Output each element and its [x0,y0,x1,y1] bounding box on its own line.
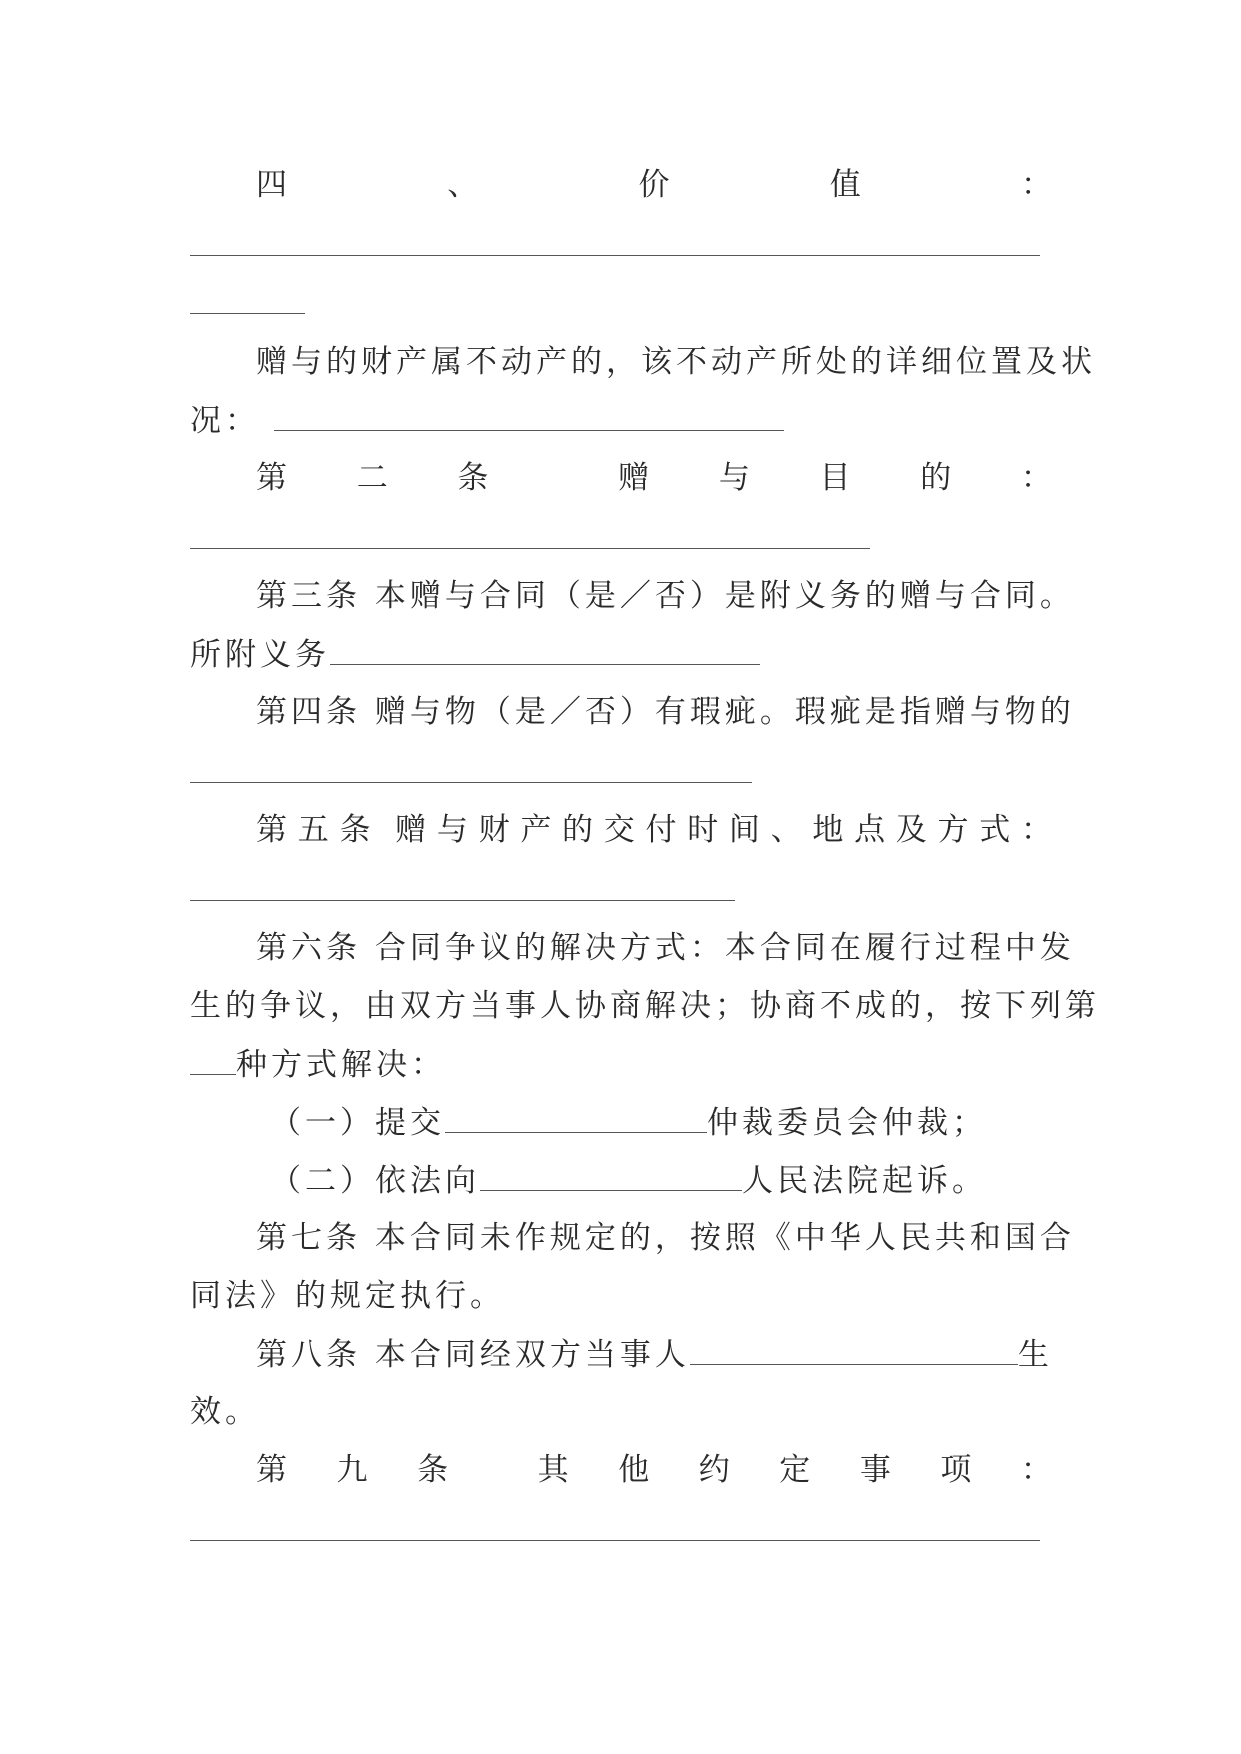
article-5-char: 财 [478,812,510,848]
defect-blank-line [190,782,752,783]
article-9-char: 项 [940,1452,972,1488]
other-matters-blank-line [190,1540,1040,1541]
purpose-blank-line [190,548,870,549]
article-9-char: 条 [417,1452,449,1488]
article-6-line3 [190,1044,1052,1085]
property-location-blank [274,400,784,431]
property-location-label: 况： [190,403,260,439]
article-2-char: ： [1020,460,1052,496]
article-2-char: 目 [819,460,851,496]
article-5-char: 点 [854,812,886,848]
article-9-char: 其 [537,1452,569,1488]
option2-suffix: 人民法院起诉。 [742,1163,987,1199]
article-9-char: 定 [779,1452,811,1488]
article-5-char: 地 [812,812,844,848]
dispute-method-blank [190,1044,236,1075]
attached-obligation-label: 所附义务 [190,637,330,673]
article-2-char: 二 [356,460,388,496]
article-5-char: 间 [728,812,760,848]
article-5-char: 式 [979,812,1011,848]
article-9-char: 第 [256,1452,287,1488]
effective-condition-blank [690,1334,1018,1365]
article-9-char: 事 [859,1452,891,1488]
article-5-char: 交 [603,812,635,848]
option2-prefix: （二）依法向 [270,1163,480,1199]
article-9-char: 约 [698,1452,730,1488]
article-7-line2: 同法》的规定执行。 [190,1278,505,1314]
article-6-option2 [270,1160,1052,1201]
article-5-char: 及 [895,812,927,848]
article-6-option1 [270,1102,1052,1143]
article-3-line2 [190,634,1052,675]
value-blank-line [190,255,1040,256]
article-9-char: ： [1020,1452,1052,1488]
item-four-char: 、 [447,167,479,203]
value-blank-line-continued [190,313,305,314]
article-6-line2: 生的争议，由双方当事人协商解决；协商不成的，按下列第 [190,988,1100,1024]
dispute-method-text: 种方式解决： [236,1047,446,1083]
property-location-line2 [190,400,1052,441]
article-2-char: 条 [457,460,489,496]
arbitration-committee-blank [445,1102,707,1133]
article-5-char: 方 [937,812,969,848]
item-four-char: 价 [638,167,670,203]
article-2-char: 与 [718,460,750,496]
delivery-blank-line [190,900,735,901]
article-5-heading [256,810,1052,850]
article-9-char: 他 [618,1452,650,1488]
court-blank [480,1160,742,1191]
article-5-char: 赠 [395,812,427,848]
article-5-char: 付 [645,812,677,848]
article-5-char: 与 [436,812,468,848]
article-5-char: 的 [562,812,594,848]
article-8-suffix: 生 [1017,1337,1053,1373]
article-2-char: 赠 [618,460,650,496]
article-5-char: 条 [339,812,371,848]
article-8-prefix: 第八条 本合同经双方当事人 [256,1337,690,1373]
article-5-char: 、 [770,812,802,848]
property-location-line1: 赠与的财产属不动产的，该不动产所处的详细位置及状 [256,344,1096,380]
option1-suffix: 仲裁委员会仲裁； [707,1105,987,1141]
article-2-heading [256,458,1052,498]
item-four-heading [256,165,1052,205]
article-6-line1: 第六条 合同争议的解决方式：本合同在履行过程中发 [256,930,1075,966]
item-four-char: ： [1021,167,1052,203]
option1-prefix: （一）提交 [270,1105,445,1141]
article-5-char: ： [1020,812,1052,848]
article-8-line2: 效。 [190,1394,260,1430]
article-9-heading [256,1450,1052,1490]
article-7-line1: 第七条 本合同未作规定的，按照《中华人民共和国合 [256,1220,1075,1256]
article-5-char: 时 [687,812,719,848]
article-5-char: 第 [256,812,287,848]
item-four-char: 四 [256,167,287,203]
article-5-char: 五 [297,812,329,848]
item-four-char: 值 [829,167,861,203]
article-9-char: 九 [336,1452,368,1488]
article-3-line1: 第三条 本赠与合同（是／否）是附义务的赠与合同。 [256,578,1075,614]
attached-obligation-blank [330,634,760,665]
article-4-line1: 第四条 赠与物（是／否）有瑕疵。瑕疵是指赠与物的 [256,694,1075,730]
article-2-char: 的 [920,460,952,496]
article-8-line1 [256,1334,1052,1375]
article-2-char: 第 [256,460,287,496]
article-5-char: 产 [520,812,552,848]
